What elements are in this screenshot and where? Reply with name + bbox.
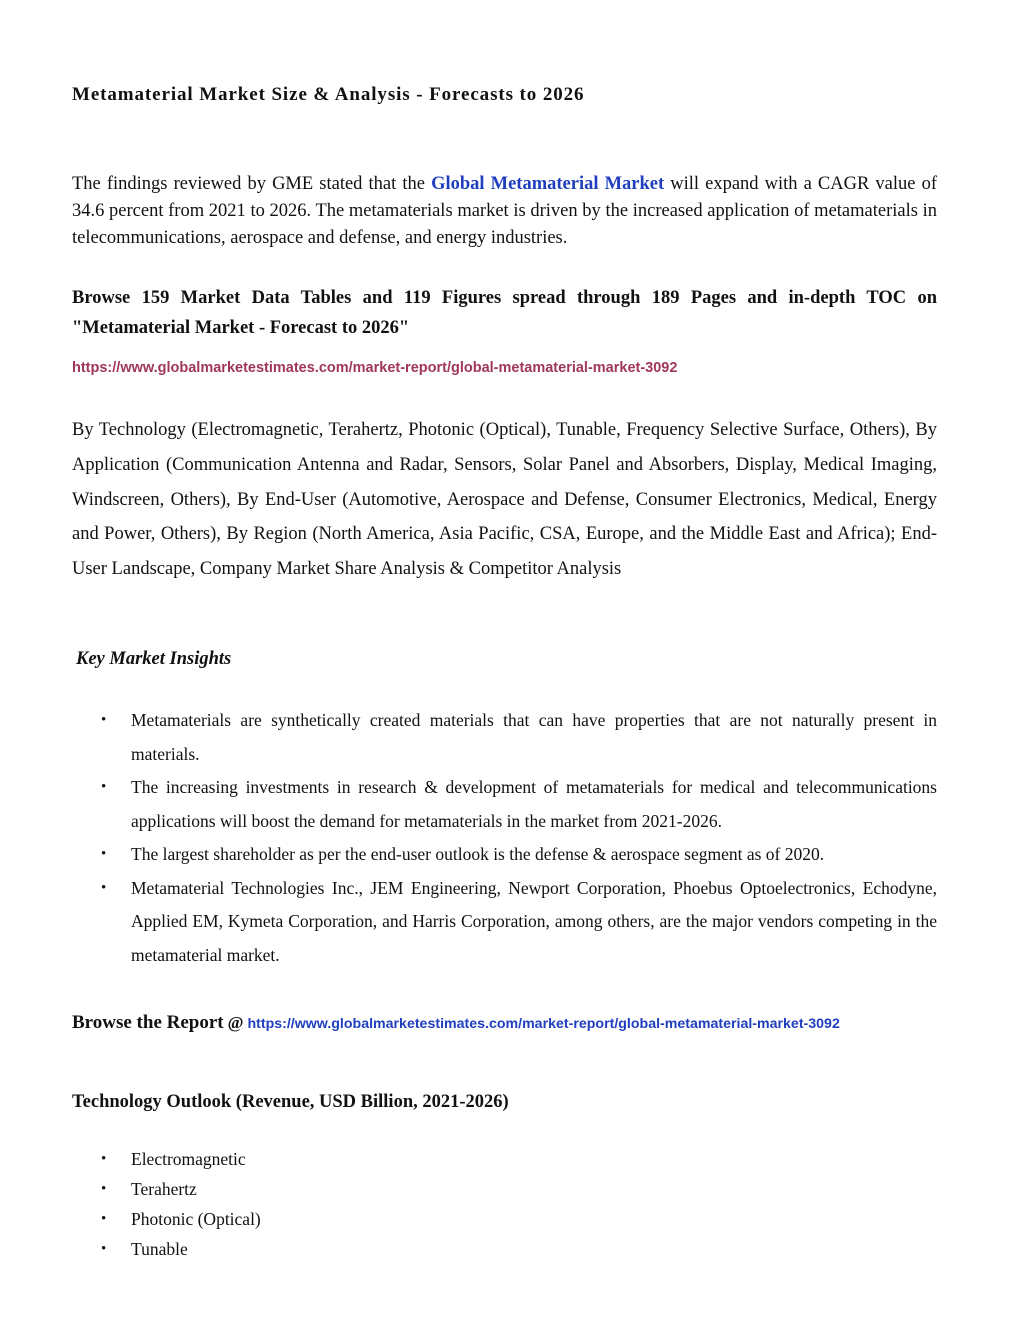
at-symbol: @ [227, 1013, 244, 1032]
key-market-insights-heading: Key Market Insights [76, 649, 232, 669]
page-title: Metamaterial Market Size & Analysis - Forecasts to 2026 [72, 84, 585, 105]
technology-list [96, 1144, 937, 1264]
browse-report-label: Browse the Report [72, 1012, 224, 1033]
insight-text: Metamaterial Technologies Inc., JEM Engineering, Newport Corporation, Phoebus Optoelectronics, Echodyne, Applied EM, Kymeta Corporation, and Harris Corporation, among others, are the major vendors competing in the metamaterial market. [131, 877, 937, 965]
list-item [96, 1144, 937, 1174]
browse-report-url-link[interactable]: https://www.globalmarketestimates.com/market-report/global-metamaterial-market-3092 [247, 1016, 840, 1032]
technology-item: Photonic (Optical) [131, 1209, 261, 1229]
bullet-icon: • [101, 1241, 107, 1257]
list-item [96, 838, 937, 872]
global-metamaterial-market-link[interactable]: Global Metamaterial Market [431, 174, 665, 194]
technology-item: Tunable [131, 1239, 188, 1259]
list-item [96, 1174, 937, 1204]
bullet-icon: • [101, 1181, 107, 1197]
bullet-icon: • [101, 712, 107, 728]
browse-report-line [72, 1007, 937, 1040]
intro-paragraph [72, 171, 937, 252]
bullet-icon: • [101, 879, 107, 896]
browse-tables-heading: Browse 159 Market Data Tables and 119 Figures spread through 189 Pages and in-depth TOC on "Metamaterial Market - Forecast to 2026" [72, 288, 937, 338]
bullet-icon: • [101, 1211, 107, 1227]
list-item [96, 872, 937, 973]
technology-item: Terahertz [131, 1179, 197, 1199]
key-insights-list [96, 704, 937, 972]
segments-paragraph: By Technology (Electromagnetic, Terahertz, Photonic (Optical), Tunable, Frequency Selective Surface, Others), By Application (Communication Antenna and Radar, Sensors, Solar Panel and Absorbers, Display, Medical Imaging, Windscreen, Others), By End-User (Automotive, Aerospace and Defense, Consumer Electronics, Medical, Energy and Power, Others), By Region (North America, Asia Pacific, CSA, Europe, and the Middle East and Africa); End-User Landscape, Company Market Share Analysis & Competitor Analysis [72, 420, 937, 580]
technology-item: Electromagnetic [131, 1149, 246, 1169]
technology-outlook-heading: Technology Outlook (Revenue, USD Billion, 2021-2026) [72, 1092, 509, 1112]
list-item [96, 1234, 937, 1264]
intro-text-before: The findings reviewed by GME stated that the [72, 174, 432, 194]
bullet-icon: • [101, 1151, 107, 1167]
insight-text: The increasing investments in research & development of metamaterials for medical and telecommunications applications will boost the demand for metamaterials in the market from 2021-2026. [131, 777, 937, 831]
list-item [96, 704, 937, 771]
intro-text-after: will expand with a CAGR value of 34.6 percent from 2021 to 2026. The metamaterials market is driven by the increased application of metamaterials in telecommunications, aerospace and defense, and energy industries. [72, 174, 937, 248]
list-item [96, 1204, 937, 1234]
insight-text: The largest shareholder as per the end-user outlook is the defense & aerospace segment as of 2020. [131, 844, 825, 864]
insight-text: Metamaterials are synthetically created materials that can have properties that are not naturally present in materials. [131, 710, 937, 764]
bullet-icon: • [101, 846, 107, 862]
list-item [96, 771, 937, 838]
report-url-link[interactable]: https://www.globalmarketestimates.com/market-report/global-metamaterial-market-3092 [72, 360, 678, 376]
bullet-icon: • [101, 779, 107, 795]
